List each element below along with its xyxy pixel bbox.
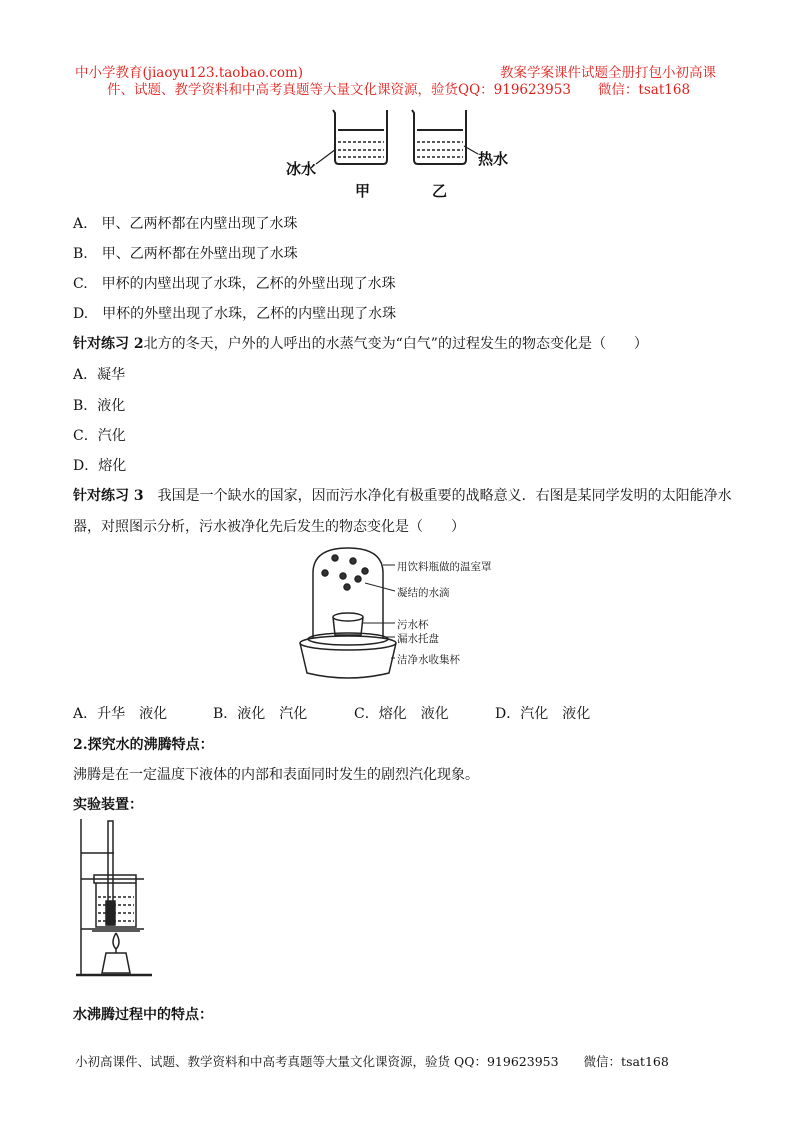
q3-option-d: D．汽化 液化	[495, 706, 591, 722]
q3-option-a: A．升华 液化	[73, 706, 168, 722]
label-dome: 用饮料瓶做的温室罩	[397, 561, 492, 573]
features-title: 水沸腾过程中的特点：	[73, 1007, 213, 1023]
footer-text: 小初高课件、试题、教学资料和中高考真题等大量文化课资源，验货 QQ：919623953 微信：tsat168	[75, 1054, 669, 1069]
q2-option-d: D．熔化	[73, 458, 127, 474]
section2-title: 2.探究水的沸腾特点：	[73, 737, 214, 753]
q3-stem1: 我国是一个缺水的国家，因而污水净化有极重要的战略意义．右图是某同学发明的太阳能净水	[143, 488, 732, 504]
beakers-figure	[280, 104, 530, 204]
label-dirty-cup: 污水杯	[397, 619, 429, 631]
label-tray: 漏水托盘	[397, 633, 439, 645]
section2-desc: 沸腾是在一定温度下液体的内部和表面同时发生的剧烈汽化现象。	[73, 767, 479, 783]
caption-yi: 乙	[432, 182, 448, 200]
apparatus-title: 实验装置：	[73, 797, 143, 813]
q3-stem-line2: 器，对照图示分析，污水被净化先后发生的物态变化是（ ）	[73, 519, 465, 535]
q2-stem: 北方的冬天，户外的人呼出的水蒸气变为“白气”的过程发生的物态变化是（ ）	[143, 336, 648, 352]
q3-label: 针对练习 3	[73, 488, 144, 504]
header-right: 教案学案课件试题全册打包小初高课	[500, 65, 716, 81]
header-left: 中小学教育(jiaoyu123.taobao.com)	[75, 65, 304, 81]
q2-option-a: A．凝华	[73, 367, 126, 383]
header-line2: 件、试题、教学资料和中高考真题等大量文化课资源，验货QQ：919623953 微信：tsat168	[107, 82, 691, 98]
q1-option-a: A. 甲、乙两杯都在内壁出现了水珠	[73, 216, 298, 232]
q2-option-b: B．液化	[73, 398, 126, 414]
q2-option-c: C．汽化	[73, 428, 126, 444]
label-hot-water: 热水	[478, 150, 509, 168]
caption-jia: 甲	[355, 182, 371, 200]
beaker-left	[316, 110, 387, 164]
q1-option-c: C. 甲杯的内壁出现了水珠，乙杯的外壁出现了水珠	[73, 276, 396, 292]
purifier-figure	[295, 543, 535, 683]
boiling-apparatus-diagram	[72, 815, 162, 980]
q2-label: 针对练习 2	[73, 336, 144, 352]
q1-option-d: D. 甲杯的外壁出现了水珠，乙杯的内壁出现了水珠	[73, 306, 397, 322]
q3-stem-line1	[73, 485, 732, 505]
q3-option-b: B．液化 汽化	[213, 706, 308, 722]
q1-option-b: B. 甲、乙两杯都在外壁出现了水珠	[73, 246, 298, 262]
label-ice-water: 冰水	[286, 160, 317, 178]
label-drops: 凝结的水滴	[397, 587, 450, 599]
boiling-apparatus-figure	[72, 815, 162, 980]
beaker-right	[412, 110, 478, 164]
label-clean-cup: 洁净水收集杯	[397, 654, 460, 666]
q2-stem-line	[73, 333, 648, 353]
q3-option-c: C．熔化 液化	[354, 706, 449, 722]
